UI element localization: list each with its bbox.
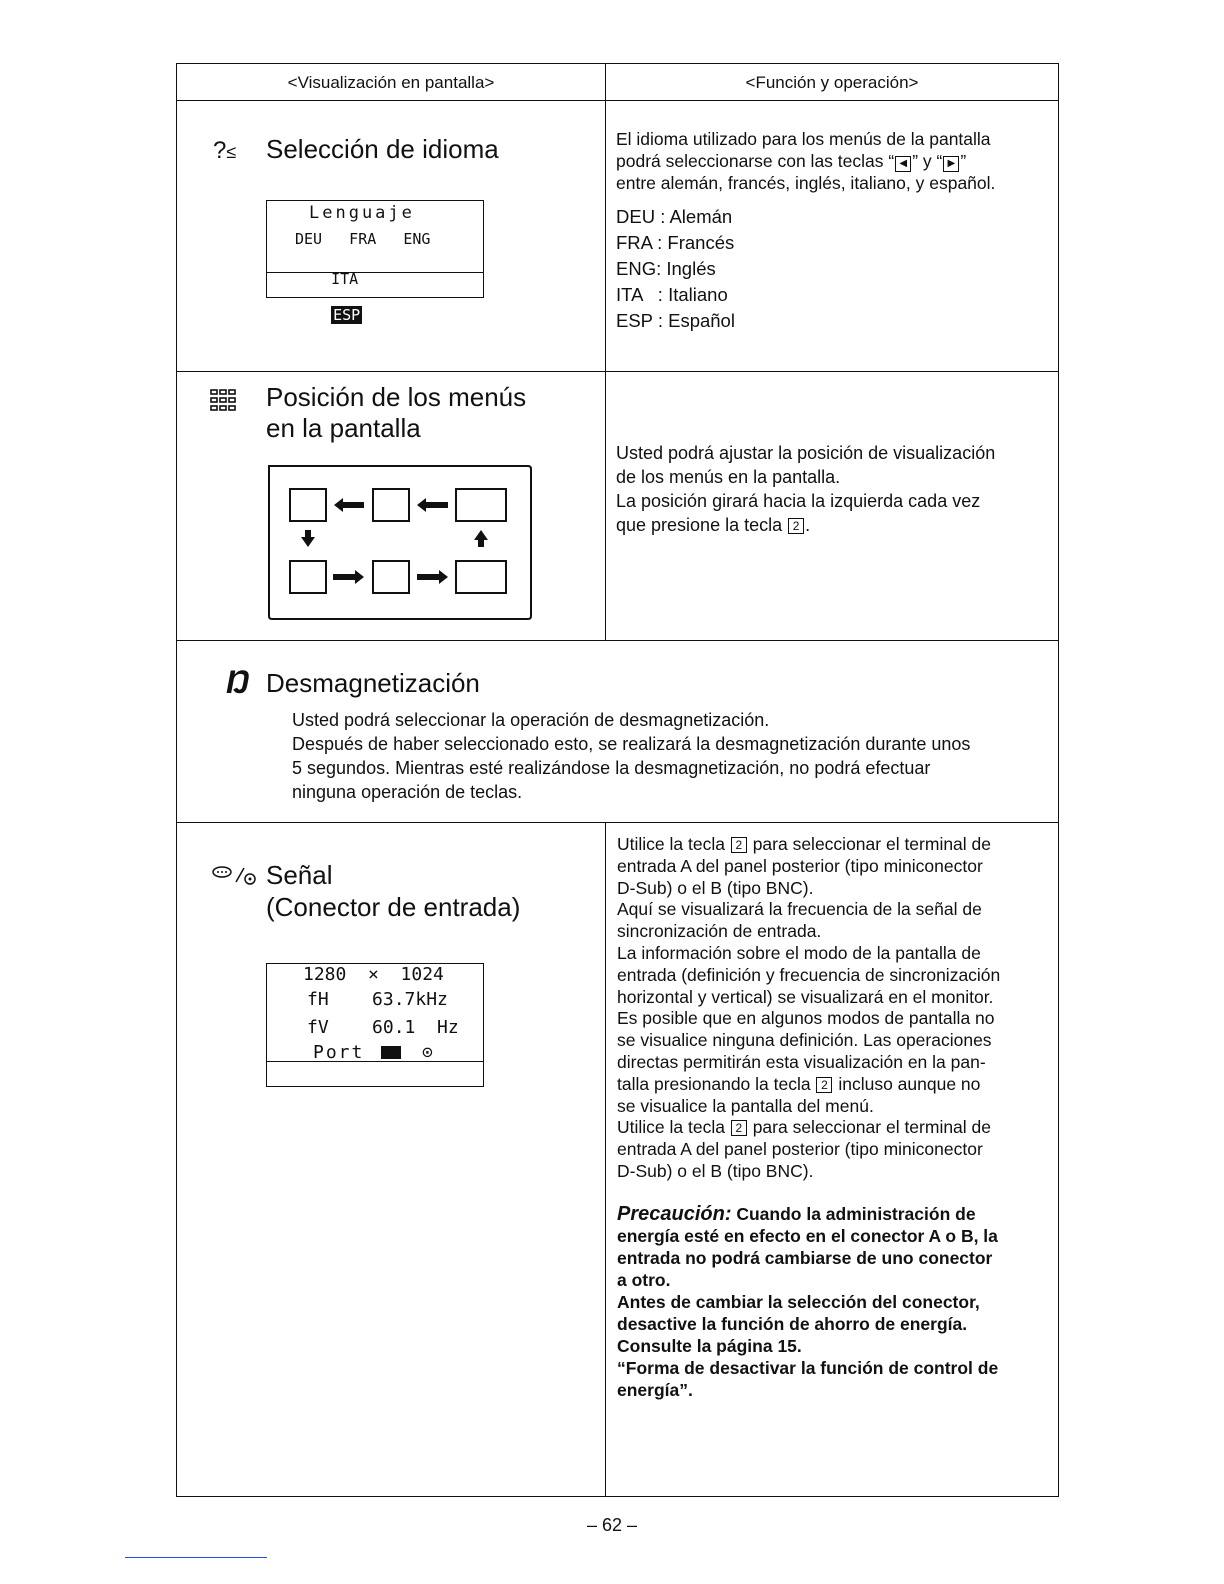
code-fra: FRA : Francés: [616, 232, 735, 253]
osd-vertical-frequency: fV 60.1 Hz: [307, 1017, 459, 1038]
bnc-port-icon: ⊙: [422, 1042, 435, 1063]
osd-port-label: Port: [313, 1042, 365, 1063]
language-icon: ?≤: [213, 137, 237, 164]
signal-p3-line2: entrada (definición y frecuencia de sincronización: [617, 964, 1001, 985]
position-desc-line1: Usted podrá ajustar la posición de visualización: [616, 443, 996, 463]
osd-footer: [267, 1061, 483, 1086]
language-osd: [266, 200, 484, 324]
caution-line4: a otro.: [617, 1270, 671, 1290]
signal-p3-line8: se visualice la pantalla del menú.: [617, 1095, 874, 1116]
column-rule-bottom: [605, 822, 606, 1497]
row-rule-1: [177, 371, 1058, 372]
degauss-icon: Ŋ: [226, 664, 250, 700]
degauss-line1: Usted podrá seleccionar la operación de desmagnetización.: [292, 710, 770, 730]
signal-p2-line2: sincronización de entrada.: [617, 921, 822, 942]
caution-label: Precaución:: [617, 1203, 732, 1225]
signal-p1-line3: D-Sub) o el B (tipo BNC).: [617, 877, 814, 898]
row-rule-2: [177, 640, 1058, 641]
menu-position-icon: [210, 389, 236, 411]
key-2-icon: 2: [731, 1120, 747, 1136]
osd-resolution: 1280 × 1024: [303, 964, 444, 985]
signal-p2-line1: Aquí se visualizará la frecuencia de la señal de: [617, 899, 982, 920]
signal-p1-line1: Utilice la tecla 2 para seleccionar el terminal de: [617, 834, 992, 854]
caution-line2: energía esté en efecto en el conector A o B, la: [617, 1226, 998, 1246]
position-title-line2: en la pantalla: [266, 413, 421, 443]
signal-input-icon: [212, 864, 258, 886]
signal-p3-line5: se visualice ninguna definición. Las operaciones: [617, 1030, 992, 1051]
osd-language-esp-selected: ESP: [333, 306, 361, 324]
code-eng: ENG: Inglés: [616, 258, 716, 279]
header-function: <Función y operación>: [745, 73, 919, 92]
page-number: – 62 –: [586, 1515, 638, 1535]
caution-block: [617, 1203, 1057, 1401]
osd-language-ita: ITA: [331, 270, 359, 288]
caution-line3: entrada no podrá cambiarse de uno conector: [617, 1248, 993, 1268]
right-key-icon: ▶: [943, 156, 959, 172]
osd-language-title: Lenguaje: [309, 203, 415, 223]
osd-language-row1: DEU FRA ENG: [295, 230, 431, 248]
osd-port-row: [313, 1042, 435, 1063]
column-rule-top: [605, 64, 606, 641]
caution-line5: Antes de cambiar la selección del conector,: [617, 1292, 980, 1312]
language-codes: [616, 204, 735, 334]
osd-horizontal-frequency: fH 63.7kHz: [307, 989, 448, 1010]
key-2-icon: 2: [731, 837, 747, 853]
left-key-icon: ◀: [895, 156, 911, 172]
position-description: [616, 441, 1048, 537]
degauss-title: Desmagnetización: [266, 668, 480, 698]
osd-language-row2: [295, 252, 362, 342]
signal-osd: [266, 963, 484, 1087]
caution-line7: Consulte la página 15.: [617, 1336, 802, 1356]
signal-description: [617, 834, 1057, 1183]
signal-p3-line4: Es posible que en algunos modos de pantalla no: [617, 1008, 995, 1029]
caution-line1: Precaución: Cuando la administración de: [617, 1203, 976, 1225]
language-desc-line1: El idioma utilizado para los menús de la pantalla: [616, 129, 991, 149]
language-desc-line2: podrá seleccionarse con las teclas “ ◀ ” y “ ▶ ”: [616, 151, 967, 171]
signal-p3-line3: horizontal y vertical) se visualizará en el monitor.: [617, 986, 994, 1007]
header-display: <Visualización en pantalla>: [287, 73, 495, 92]
signal-p3-line1: La información sobre el modo de la pantalla de: [617, 942, 981, 963]
caution-line8: “Forma de desactivar la función de control de: [617, 1358, 999, 1378]
caution-line9: energía”.: [617, 1380, 693, 1400]
signal-p4-line2: entrada A del panel posterior (tipo miniconector: [617, 1139, 983, 1160]
osd-footer: [267, 272, 483, 297]
position-desc-line4: que presione la tecla 2 .: [616, 515, 811, 535]
caution-line6: desactive la función de ahorro de energía.: [617, 1314, 968, 1334]
degauss-line2: Después de haber seleccionado esto, se realizará la desmagnetización durante unos: [292, 734, 971, 754]
key-2-icon: 2: [788, 518, 804, 534]
language-desc-line3: entre alemán, francés, inglés, italiano, y español.: [616, 173, 996, 193]
code-ita: ITA : Italiano: [616, 284, 728, 305]
language-title: Selección de idioma: [266, 134, 499, 164]
position-title-line1: Posición de los menús: [266, 382, 527, 412]
key-2-icon: 2: [816, 1077, 832, 1093]
degauss-description: [292, 708, 1052, 804]
position-desc-line2: de los menús en la pantalla.: [616, 467, 841, 487]
code-esp: ESP : Español: [616, 310, 735, 331]
signal-p1-line2: entrada A del panel posterior (tipo miniconector: [617, 855, 983, 876]
row-rule-3: [177, 822, 1058, 823]
signal-p3-line7: talla presionando la tecla 2 incluso aunque no: [617, 1073, 981, 1094]
signal-p4-line1: Utilice la tecla 2 para seleccionar el terminal de: [617, 1117, 992, 1138]
signal-p4-line3: D-Sub) o el B (tipo BNC).: [617, 1160, 814, 1181]
dsub-port-icon: [381, 1046, 401, 1059]
signal-p3-line6: directas permitirán esta visualización en la pan-: [617, 1051, 986, 1072]
position-desc-line3: La posición girará hacia la izquierda cada vez: [616, 491, 981, 511]
degauss-line4: ninguna operación de teclas.: [292, 782, 523, 802]
signal-title-line2: (Conector de entrada): [266, 892, 521, 922]
code-deu: DEU : Alemán: [616, 206, 733, 227]
language-description: [616, 128, 1048, 194]
position-diagram: [266, 464, 532, 622]
footer-rule: [125, 1557, 267, 1558]
signal-title-line1: Señal: [266, 860, 333, 890]
degauss-line3: 5 segundos. Mientras esté realizándose la desmagnetización, no podrá efectuar: [292, 758, 931, 778]
